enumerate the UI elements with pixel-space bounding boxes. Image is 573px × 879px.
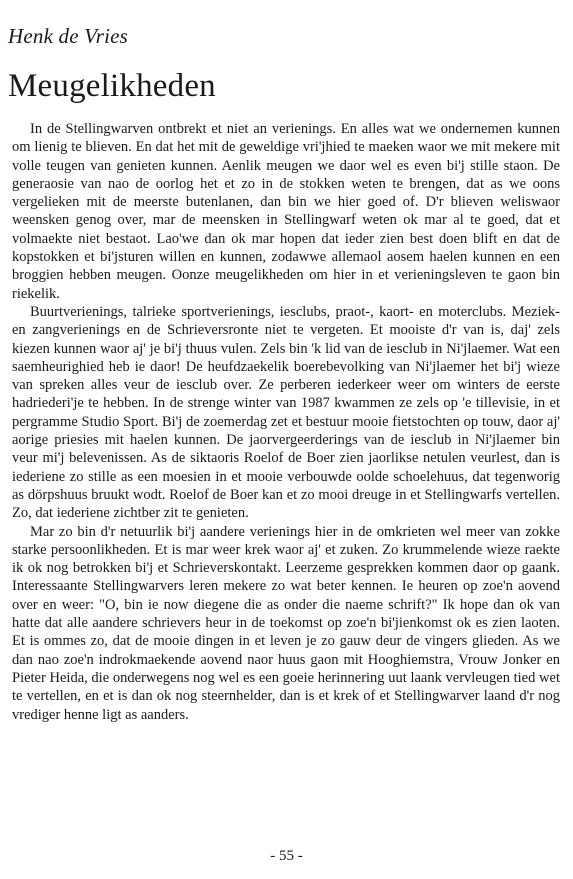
body-text [12,120,560,724]
paragraph: Buurtverienings, talrieke sportverienings, iesclubs, praot-, kaort- en moterclubs. Meziek- en zangverienings en de Schrieversronte niet te vergeten. Et mooiste d'r van is, daj' zels kiezen kunnen waor aj' je bi'j thuus vulen. Zels bin 'k lid van de iesclub in Ni'jlaemer. Wat een saemheurighied heb ie daor! De heufdzaekelik boerebevolking van Ni'jlaemer het bi'j wieze van spreken alles veur de iesclub over. Ze perberen iederkeer weer om winters de eerste hadriederi'je te hebben. In de strenge winter van 1987 kwammen ze zels op 'e tillevisie, in et pergramme Studio Sport. Bi'j de zoemerdag zet et bestuur mooie fietstochten op touw, daor aj' aorige priesies mit haelen kunnen. De jaorvergeerderings van de iesclub in Ni'jlaemer bin veur mi'j belevenissen. As de siktaoris Roelof de Boer zien jaorlikse netulen veurlest, dan is iederiene zo stille as een moesien in et mooie verbouwde oolde schoelehuus, dat tegenworig as dörpshuus bruukt wodt. Roelof de Boer kan et zo mooi dreuge in et Stellingwarfs vertellen. Zo, dat iederiene zichtber zit te genieten. [12,303,560,522]
paragraph: In de Stellingwarven ontbrekt et niet an verienings. En alles wat we ondernemen kunnen om lienig te blieven. En dat het mit de geweldige vri'jhied te maeken waor we mit mekere mit volle teugen van genieten kunnen. Aenlik meugen we daor wel es even bi'j stille staon. De generaosie van nao de oorlog het et zo in de stokken weten te brengen, dat as we oons vergelieken mit de meerste butenlanen, dan bin we hier goed of. D'r blieven weliswaor weensken genog over, mar de meensken in Stellingwarf weten ok mar al te goed, dat et volmaekte niet bestaot. Lao'we dan ok mar hopen dat ieder zien best doen blift en dat de kopstokken et bi'jsturen willen en kunnen, zodawwe allemaol aosem haelen kunnen en een broggien hebben meugen. Oonze meugelikheden om hier in et verieningsleven te gaon bin riekelik. [12,121,560,302]
paragraph: Mar zo bin d'r netuurlik bi'j aandere verienings hier in de omkrieten wel meer van zokke starke persoonlikheden. Et is mar weer krek waor aj' et zuken. Zo krummelende wieze raekte ik ok nog betrokken bi'j et Schrieverskontakt. Leerzeme gesprekken kommen daor op gaank. Interessaante Stellingwarvers leren mekere zo wat beter kennen. Ie heuren op zoe'n aovend over en weer: "O, bin ie now diegene die as onder die naeme schrift?" Ik hope dan ok van hatte dat alle aandere schrievers heur in de toekomst op zoe'n bi'jienkomst ok es zien laoten. Et is ommes zo, dat de mooie dingen in et leven je zo gauw deur de vingers glieden. As we dan nao zoe'n indrokmaekende aovend naor huus gaon mit Hooghiemstra, Vrouw Jonker en Pieter Heida, die onderwegens nog wel es een goeie herinnering uut laank vervleugen tied wet te vertellen, en et is dan ok nog steernhelder, dan is et krek of et Stellingwarver laand d'r nog vrediger henne ligt as aanders. [12,523,560,723]
author-name: Henk de Vries [8,24,128,48]
page-title: Meugelikheden [8,68,216,104]
page-number: - 55 - [270,848,303,864]
